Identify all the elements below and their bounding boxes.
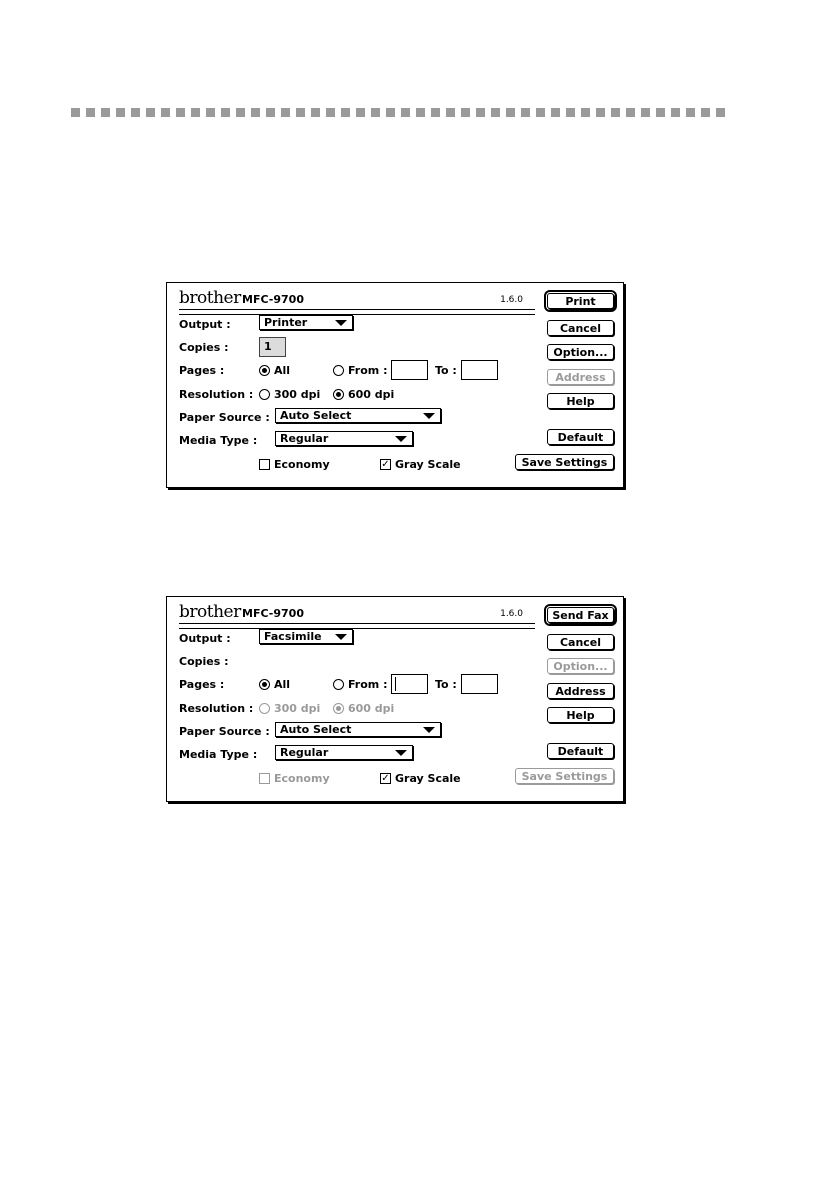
- model-name: MFC-9700: [242, 607, 304, 620]
- copies-label: Copies :: [179, 341, 229, 354]
- popup-arrow-icon: [423, 413, 435, 419]
- header-divider: [179, 623, 535, 629]
- res-300-radio-icon[interactable]: [259, 389, 270, 400]
- text-cursor: [395, 677, 396, 691]
- dialog-header: [179, 602, 523, 623]
- send-fax-button[interactable]: Send Fax: [547, 607, 614, 623]
- paper-source-popup[interactable]: [275, 722, 441, 737]
- address-button[interactable]: Address: [547, 683, 614, 699]
- popup-arrow-icon: [335, 320, 347, 326]
- output-popup[interactable]: [259, 315, 353, 330]
- pages-from-radio-icon[interactable]: [333, 365, 344, 376]
- version-label: 1.6.0: [500, 295, 523, 305]
- paper-source-value: Auto Select: [280, 409, 352, 422]
- grayscale-label: Gray Scale: [395, 772, 461, 785]
- media-type-value: Regular: [280, 746, 329, 759]
- pages-label: Pages :: [179, 678, 225, 691]
- res-300-radio-icon[interactable]: [259, 703, 270, 714]
- media-type-label: Media Type :: [179, 748, 258, 761]
- pages-to-input[interactable]: [461, 674, 498, 694]
- save-settings-button[interactable]: Save Settings: [515, 454, 614, 470]
- media-type-value: Regular: [280, 432, 329, 445]
- model-name: MFC-9700: [242, 293, 304, 306]
- res-600-label: 600 dpi: [348, 388, 395, 401]
- res-300-label: 300 dpi: [274, 388, 321, 401]
- economy-label: Economy: [274, 458, 330, 471]
- print-dialog: [166, 282, 624, 488]
- pages-from-radio-icon[interactable]: [333, 679, 344, 690]
- economy-label: Economy: [274, 772, 330, 785]
- pages-to-label: To :: [435, 678, 457, 691]
- header-divider: [179, 309, 535, 315]
- output-value: Printer: [264, 316, 308, 329]
- option-button[interactable]: Option...: [547, 344, 614, 360]
- pages-from-label: From :: [348, 364, 388, 377]
- copies-label: Copies :: [179, 655, 229, 668]
- fax-dialog: [166, 596, 624, 802]
- dialog-header: [179, 288, 523, 309]
- output-popup[interactable]: [259, 629, 353, 644]
- pages-all-radio-icon[interactable]: [259, 365, 270, 376]
- output-label: Output :: [179, 318, 231, 331]
- pages-all-label: All: [274, 364, 291, 377]
- default-button[interactable]: Default: [547, 743, 614, 759]
- paper-source-value: Auto Select: [280, 723, 352, 736]
- address-button[interactable]: Address: [547, 369, 614, 385]
- print-button[interactable]: Print: [547, 293, 614, 309]
- res-600-label: 600 dpi: [348, 702, 395, 715]
- pages-all-label: All: [274, 678, 291, 691]
- economy-checkbox-icon[interactable]: [259, 459, 270, 470]
- paper-source-popup[interactable]: [275, 408, 441, 423]
- grayscale-checkbox-icon[interactable]: ✓: [381, 773, 390, 784]
- help-button[interactable]: Help: [547, 707, 614, 723]
- pages-all-radio-icon[interactable]: [259, 679, 270, 690]
- paper-source-label: Paper Source :: [179, 411, 270, 424]
- pages-to-input[interactable]: [461, 360, 498, 380]
- dotted-rule: [71, 108, 731, 117]
- pages-label: Pages :: [179, 364, 225, 377]
- media-type-popup[interactable]: [275, 431, 413, 446]
- help-button[interactable]: Help: [547, 393, 614, 409]
- copies-input[interactable]: 1: [259, 337, 286, 357]
- res-300-label: 300 dpi: [274, 702, 321, 715]
- media-type-popup[interactable]: [275, 745, 413, 760]
- popup-arrow-icon: [395, 750, 407, 756]
- save-settings-button[interactable]: Save Settings: [515, 768, 614, 784]
- economy-checkbox-icon[interactable]: [259, 773, 270, 784]
- res-600-radio-icon[interactable]: [333, 389, 344, 400]
- cancel-button[interactable]: Cancel: [547, 320, 614, 336]
- media-type-label: Media Type :: [179, 434, 258, 447]
- brother-logo: brother: [179, 288, 241, 308]
- resolution-label: Resolution :: [179, 388, 254, 401]
- pages-from-input[interactable]: [391, 360, 428, 380]
- output-label: Output :: [179, 632, 231, 645]
- option-button[interactable]: Option...: [547, 658, 614, 674]
- output-value: Facsimile: [264, 630, 322, 643]
- pages-from-label: From :: [348, 678, 388, 691]
- grayscale-checkbox-icon[interactable]: ✓: [381, 459, 390, 470]
- pages-from-input[interactable]: [391, 674, 428, 694]
- popup-arrow-icon: [423, 727, 435, 733]
- grayscale-label: Gray Scale: [395, 458, 461, 471]
- cancel-button[interactable]: Cancel: [547, 634, 614, 650]
- resolution-label: Resolution :: [179, 702, 254, 715]
- paper-source-label: Paper Source :: [179, 725, 270, 738]
- popup-arrow-icon: [395, 436, 407, 442]
- version-label: 1.6.0: [500, 609, 523, 619]
- pages-to-label: To :: [435, 364, 457, 377]
- default-button[interactable]: Default: [547, 429, 614, 445]
- res-600-radio-icon[interactable]: [333, 703, 344, 714]
- popup-arrow-icon: [335, 634, 347, 640]
- brother-logo: brother: [179, 602, 241, 622]
